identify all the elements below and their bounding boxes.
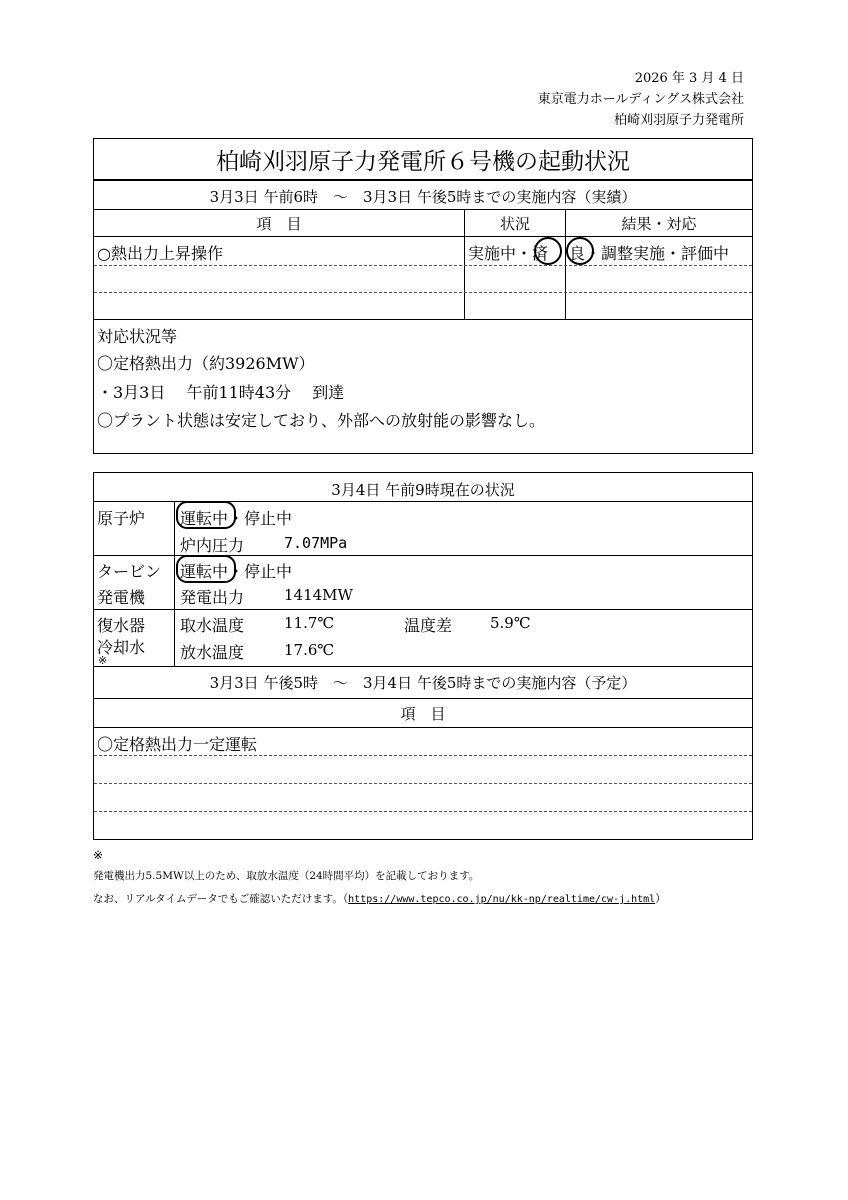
plan-period: 3月3日 午後5時 ～ 3月4日 午後5時までの実施内容（予定）	[209, 674, 637, 692]
status-done-circle	[534, 237, 562, 265]
results-col-status: 状況	[499, 215, 530, 233]
plan-col-item: 項 目	[400, 705, 446, 723]
results-row-status: 実施中・済	[468, 244, 549, 263]
intake-temp-label: 取水温度	[180, 616, 245, 635]
issue-date: 2026 年 3 月 4 日	[634, 71, 744, 86]
realtime-data-link[interactable]: https://www.tepco.co.jp/nu/kk-np/realtime/cw-j.html	[348, 894, 656, 905]
reactor-running-oval	[176, 501, 236, 529]
turbine-label: タービン	[97, 562, 162, 581]
results-row-result: 良・調整実施・評価中	[569, 244, 730, 263]
title-box	[93, 138, 753, 180]
results-period: 3月3日 午前6時 ～ 3月3日 午後5時までの実施内容（実績）	[209, 188, 637, 206]
note-line: ・3月3日 午前11時43分 到達	[97, 383, 345, 402]
generator-output-value: 1414MW	[284, 586, 353, 604]
result-good: 良	[569, 244, 586, 263]
footnote-line1: 発電機出力5.5MW以上のため、取放水温度（24時間平均）を記載しております。	[93, 870, 480, 882]
reactor-state-running: 運転中	[180, 509, 229, 528]
note-line: 〇プラント状態は安定しており、外部への放射能の影響なし。	[97, 411, 546, 430]
status-in-progress: 実施中	[468, 244, 517, 263]
cooling-water-label: 冷却水	[97, 638, 146, 657]
plan-item: 〇定格熱出力一定運転	[97, 735, 258, 754]
page-title: 柏崎刈羽原子力発電所６号機の起動状況	[216, 149, 630, 175]
results-col-item: 項 目	[256, 215, 302, 233]
document-header	[538, 68, 744, 131]
note-line: 〇定格熱出力（約3926MW）	[97, 354, 315, 373]
temp-diff-value: 5.9℃	[490, 614, 531, 632]
turbine-state-running: 運転中	[180, 562, 229, 581]
discharge-temp-value: 17.6℃	[284, 641, 335, 659]
generator-label: 発電機	[97, 588, 146, 607]
cooling-note-mark: ※	[98, 654, 108, 667]
footnote-mark: ※	[93, 848, 104, 862]
reactor-state: 運転中・停止中	[180, 509, 293, 528]
temp-diff-label: 温度差	[404, 616, 453, 635]
turbine-running-oval	[176, 555, 236, 583]
results-row-item: ○熱出力上昇操作	[97, 244, 223, 263]
result-good-circle	[566, 237, 594, 265]
status-done: 済	[532, 244, 549, 263]
generator-output-label: 発電出力	[180, 588, 245, 607]
footnote-line2: なお、リアルタイムデータでもご確認いただけます。（https://www.tepco.co.jp/nu/kk-np/realtime/cw-j.html）	[93, 893, 666, 905]
intake-temp-value: 11.7℃	[284, 614, 335, 632]
notes-heading: 対応状況等	[97, 327, 178, 346]
company-name: 東京電力ホールディングス株式会社	[537, 92, 744, 107]
status-box	[93, 472, 753, 840]
reactor-label: 原子炉	[97, 509, 146, 528]
results-box	[93, 180, 753, 454]
station-name: 柏崎刈羽原子力発電所	[613, 113, 744, 128]
results-col-result: 結果・対応	[621, 215, 697, 233]
reactor-pressure-value: 7.07MPa	[284, 534, 348, 552]
turbine-state: 運転中・停止中	[180, 562, 293, 581]
reactor-pressure-label: 炉内圧力	[180, 536, 245, 555]
condenser-label: 復水器	[97, 616, 146, 635]
status-title: 3月4日 午前9時現在の状況	[331, 481, 515, 499]
discharge-temp-label: 放水温度	[180, 643, 245, 662]
